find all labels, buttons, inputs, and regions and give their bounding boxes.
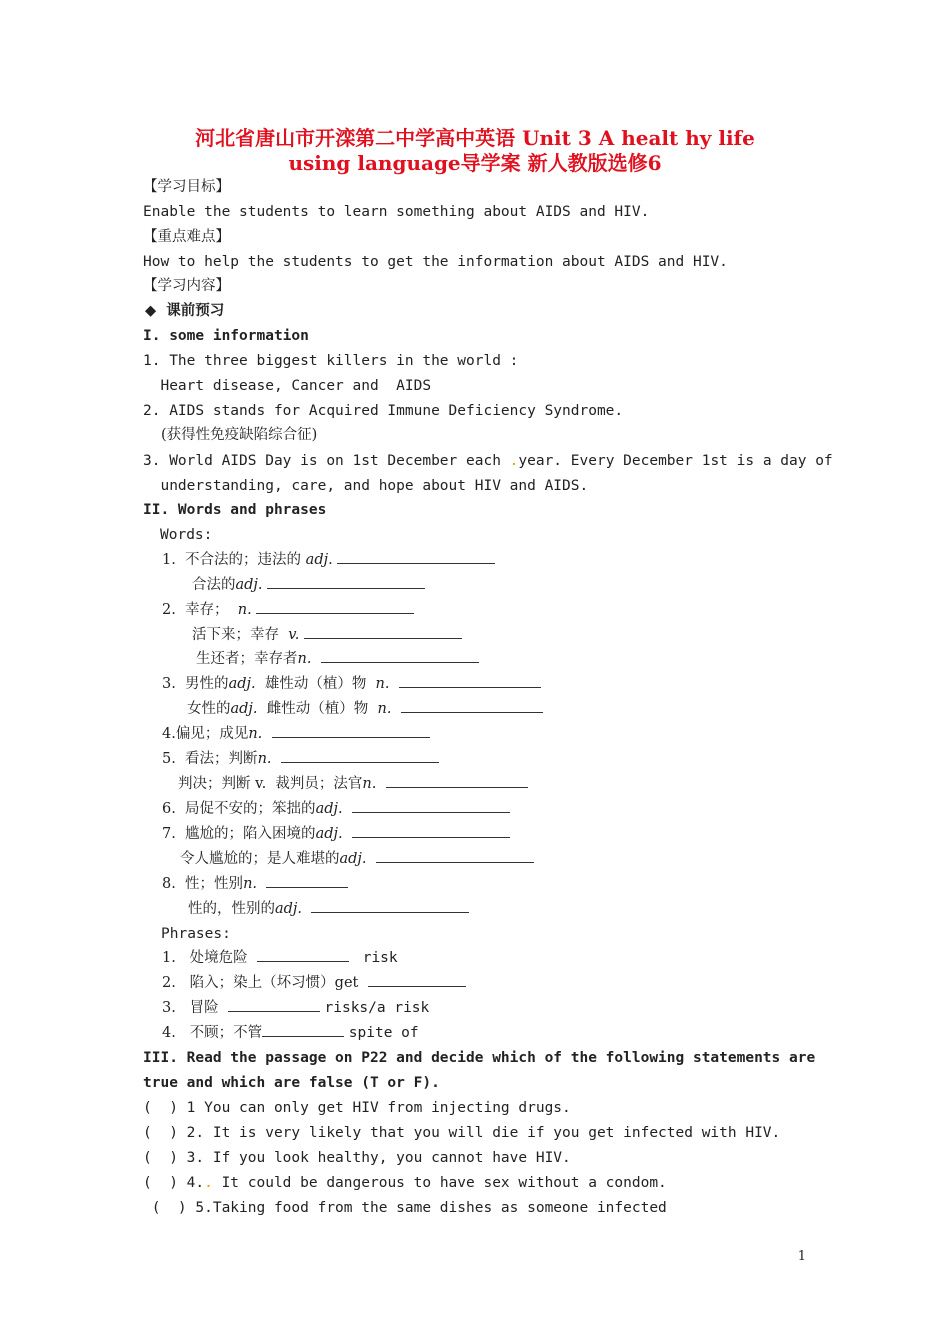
word-3 xyxy=(162,674,541,694)
phrase-2 xyxy=(162,973,466,993)
answer-blank[interactable] xyxy=(256,601,414,614)
phrase-1-end: risk xyxy=(362,950,398,966)
answer-blank[interactable] xyxy=(257,949,349,962)
word-3-pos2: n. xyxy=(375,676,390,692)
word-2c xyxy=(196,649,479,669)
word-1-text: 1. 不合法的；违法的 xyxy=(162,552,302,568)
answer-blank[interactable] xyxy=(386,775,528,788)
key-text: How to help the students to get the information about AIDS and HIV. xyxy=(143,254,728,270)
answer-blank[interactable] xyxy=(304,626,462,639)
phrase-3 xyxy=(162,998,429,1018)
answer-blank[interactable] xyxy=(376,850,534,863)
word-5-pos: n. xyxy=(257,751,272,767)
word-7-text: 7. 尴尬的；陷入困境的 xyxy=(162,826,316,842)
word-2b xyxy=(192,625,462,645)
word-3b-text: 女性的 xyxy=(187,701,231,717)
word-3-pos: adj. xyxy=(228,676,256,692)
answer-blank[interactable] xyxy=(272,725,430,738)
answer-blank[interactable] xyxy=(311,900,469,913)
goal-heading: 【学习目标】 xyxy=(143,179,230,195)
word-1b-pos: adj. xyxy=(235,577,263,593)
statement-4 xyxy=(143,1173,667,1193)
phrase-3-end: risks/a risk xyxy=(324,1000,430,1016)
part1-item2b: (获得性免疫缺陷综合征) xyxy=(161,427,318,443)
word-3b-mid: 雌性动（植）物 xyxy=(266,701,369,717)
word-8b xyxy=(188,899,469,919)
word-3-text: 3. 男性的 xyxy=(162,676,229,692)
word-8 xyxy=(162,874,348,894)
part3-heading-line2: true and which are false (T or F). xyxy=(143,1075,440,1091)
word-7-pos: adj. xyxy=(315,826,343,842)
answer-blank[interactable] xyxy=(266,875,348,888)
answer-blank[interactable] xyxy=(321,650,479,663)
word-2b-pos: v. xyxy=(288,627,300,643)
answer-blank[interactable] xyxy=(228,999,320,1012)
part3-heading-line1: III. Read the passage on P22 and decide which of the following statements are xyxy=(143,1050,816,1066)
answer-blank[interactable] xyxy=(262,1024,344,1037)
word-4 xyxy=(162,724,430,744)
part2-heading: II. Words and phrases xyxy=(143,502,327,518)
word-2-text: 2. 幸存； xyxy=(162,602,229,618)
goal-text: Enable the students to learn something about AIDS and HIV. xyxy=(143,204,650,220)
word-4-text: 4.偏见；成见 xyxy=(162,726,249,742)
part1-item2: 2. AIDS stands for Acquired Immune Deficiency Syndrome. xyxy=(143,403,624,419)
word-5b-text: 判决；判断 v. 裁判员；法官 xyxy=(178,776,363,792)
word-1b-text: 合法的 xyxy=(192,577,236,593)
word-8b-text: 性的，性别的 xyxy=(188,901,275,917)
part1-heading: I. some information xyxy=(143,328,309,344)
word-2c-text: 生还者；幸存者 xyxy=(196,651,298,667)
word-3b-pos: adj. xyxy=(230,701,258,717)
phrase-3-text: 3. 冒险 xyxy=(162,1000,219,1016)
content-heading: 【学习内容】 xyxy=(143,278,230,294)
page-number: 1 xyxy=(797,1249,806,1264)
phrase-1-text: 1. 处境危险 xyxy=(162,950,248,966)
word-5b-pos: n. xyxy=(362,776,377,792)
statement-4-num: ( ) 4. xyxy=(143,1175,205,1191)
word-5 xyxy=(162,749,439,769)
word-2b-text: 活下来；幸存 xyxy=(192,627,279,643)
word-2 xyxy=(162,600,414,620)
phrase-1 xyxy=(162,948,398,968)
phrases-label: Phrases: xyxy=(161,926,231,942)
answer-blank[interactable] xyxy=(281,750,439,763)
word-6 xyxy=(162,799,510,819)
statement-4-text: It could be dangerous to have sex without a condom. xyxy=(212,1175,667,1191)
word-5b xyxy=(178,774,528,794)
answer-blank[interactable] xyxy=(352,825,510,838)
phrase-2-text: 2. 陷入；染上（坏习惯）get xyxy=(162,975,359,991)
doc-title-line1: 河北省唐山市开滦第二中学高中英语 Unit 3 A healt hy life xyxy=(195,126,755,150)
part1-item3b: understanding, care, and hope about HIV and AIDS. xyxy=(143,478,589,494)
answer-blank[interactable] xyxy=(352,800,510,813)
preview-heading: ◆ 课前预习 xyxy=(145,302,225,319)
part1-item1: 1. The three biggest killers in the world : xyxy=(143,353,519,369)
word-7 xyxy=(162,824,510,844)
word-5-text: 5. 看法；判断 xyxy=(162,751,258,767)
word-3b-pos2: n. xyxy=(377,701,392,717)
word-6-text: 6. 局促不安的；笨拙的 xyxy=(162,801,316,817)
answer-blank[interactable] xyxy=(267,576,425,589)
part1-item3-end: year. Every December 1st is a day of xyxy=(518,453,833,469)
answer-blank[interactable] xyxy=(399,675,541,688)
word-8-pos: n. xyxy=(243,876,258,892)
word-7b-text: 令人尴尬的；是人难堪的 xyxy=(180,851,340,867)
answer-blank[interactable] xyxy=(401,700,543,713)
word-8-text: 8. 性；性别 xyxy=(162,876,244,892)
phrase-4-text: 4. 不顾；不管 xyxy=(162,1025,263,1041)
word-1 xyxy=(162,550,495,570)
words-label: Words: xyxy=(160,527,213,543)
phrase-4-end: spite of xyxy=(348,1025,419,1041)
part1-item3-start: 3. World AIDS Day is on 1st December each xyxy=(143,453,510,469)
word-3-mid: 雄性动（植）物 xyxy=(264,676,367,692)
word-2c-pos: n. xyxy=(297,651,312,667)
part1-item1b: Heart disease, Cancer and AIDS xyxy=(143,378,432,394)
word-1-pos: adj. xyxy=(305,552,333,568)
statement-5: ( ) 5.Taking food from the same dishes as someone infected xyxy=(143,1200,667,1216)
word-2-pos: n. xyxy=(237,602,252,618)
key-heading: 【重点难点】 xyxy=(143,229,230,245)
word-4-pos: n. xyxy=(248,726,263,742)
dot-mark: . xyxy=(509,453,519,469)
answer-blank[interactable] xyxy=(368,974,466,987)
word-7b-pos: adj. xyxy=(339,851,367,867)
doc-title-line2: using language导学案 新人教版选修6 xyxy=(288,151,662,175)
word-7b xyxy=(180,849,534,869)
phrase-4 xyxy=(162,1023,419,1043)
part1-item3 xyxy=(143,451,833,471)
word-6-pos: adj. xyxy=(315,801,343,817)
word-8b-pos: adj. xyxy=(275,901,303,917)
word-1b xyxy=(192,575,425,595)
statement-1: ( ) 1 You can only get HIV from injecting drugs. xyxy=(143,1100,571,1116)
dot-mark: . xyxy=(204,1175,213,1191)
statement-3: ( ) 3. If you look healthy, you cannot have HIV. xyxy=(143,1150,571,1166)
answer-blank[interactable] xyxy=(337,551,495,564)
word-3b xyxy=(187,699,543,719)
statement-2: ( ) 2. It is very likely that you will die if you get infected with HIV. xyxy=(143,1125,781,1141)
